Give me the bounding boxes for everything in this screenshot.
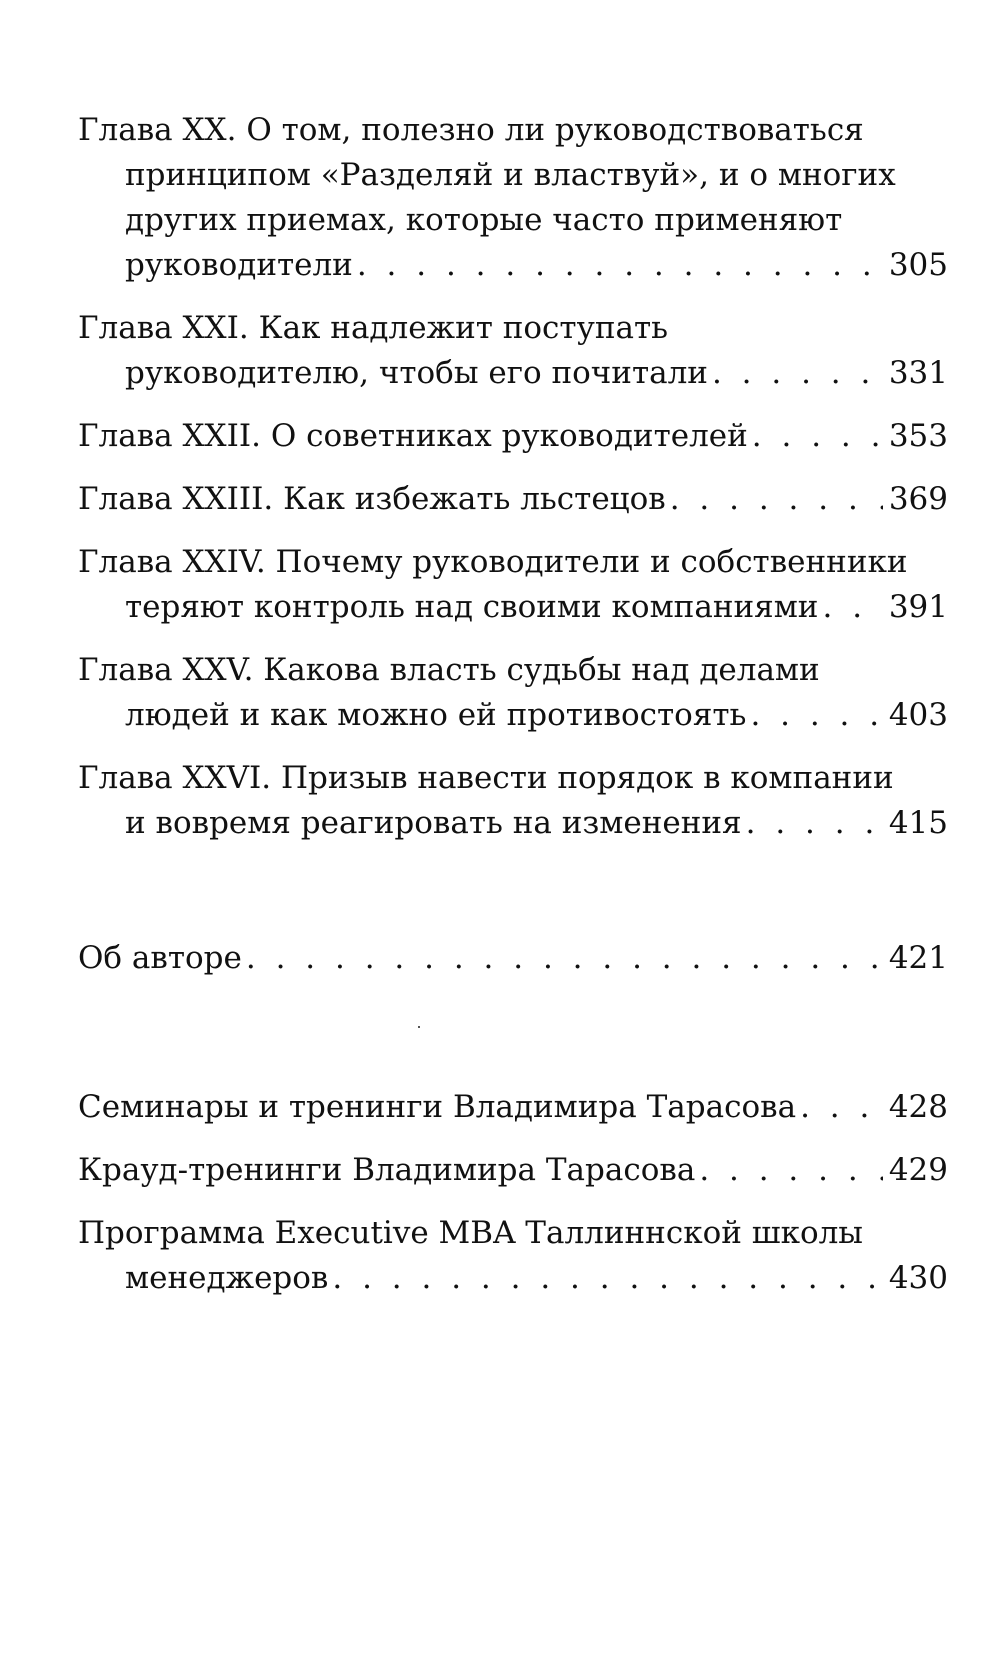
dot-leader bbox=[670, 477, 883, 522]
toc-entry-about-author bbox=[78, 936, 948, 981]
toc-entry-chapter-23 bbox=[78, 477, 948, 522]
toc-entry-last-line bbox=[78, 1148, 948, 1193]
toc-entry-title-line: принципом «Разделяй и властвуй», и о многих bbox=[125, 157, 896, 193]
toc-entry-seminars bbox=[78, 1085, 948, 1130]
dot-leader bbox=[746, 801, 883, 846]
toc-entry-last-line bbox=[78, 801, 948, 846]
dot-leader bbox=[752, 414, 883, 459]
toc-page-number: 403 bbox=[888, 697, 948, 733]
toc-entry-title-end: теряют контроль над своими компаниями bbox=[125, 589, 819, 625]
toc-entry-last-line bbox=[78, 414, 948, 459]
toc-entry-last-line bbox=[78, 585, 948, 630]
toc-entry-last-line bbox=[78, 1256, 948, 1301]
toc-entry-executive-mba bbox=[78, 1211, 948, 1301]
toc-entry-title-line: Глава XX. О том, полезно ли руководствоваться bbox=[78, 112, 864, 148]
toc-entry-chapter-25 bbox=[78, 648, 948, 738]
toc-entry-title-end: Об авторе bbox=[78, 940, 242, 976]
toc-page-number: 353 bbox=[888, 418, 948, 454]
toc-entry-title-line: Программа Executive MBA Таллиннской школы bbox=[78, 1215, 863, 1251]
toc-entry-title-end: менеджеров bbox=[125, 1260, 329, 1296]
toc-entry-title-end: Семинары и тренинги Владимира Тарасова bbox=[78, 1089, 797, 1125]
toc-entry-title-end: Глава XXIII. Как избежать льстецов bbox=[78, 481, 666, 517]
print-speck bbox=[418, 1026, 420, 1028]
toc-entry-last-line bbox=[78, 351, 948, 396]
dot-leader bbox=[712, 351, 883, 396]
toc-entry-last-line bbox=[78, 936, 948, 981]
toc-entry-chapter-21 bbox=[78, 306, 948, 396]
toc-entry-title-line: Глава XXV. Какова власть судьбы над делами bbox=[78, 652, 820, 688]
toc-entry-title-end: Глава XXII. О советниках руководителей bbox=[78, 418, 748, 454]
toc-page-number: 428 bbox=[888, 1089, 948, 1125]
dot-leader bbox=[332, 1256, 882, 1301]
toc-entry-last-line bbox=[78, 477, 948, 522]
toc-entry-title-end: Крауд-тренинги Владимира Тарасова bbox=[78, 1152, 696, 1188]
toc-entry-title-end: и вовремя реагировать на изменения bbox=[125, 805, 742, 841]
dot-leader bbox=[750, 693, 882, 738]
dot-leader bbox=[800, 1085, 883, 1130]
toc-entry-title-line: Глава XXVI. Призыв навести порядок в компании bbox=[78, 760, 894, 796]
toc-page-number: 429 bbox=[888, 1152, 948, 1188]
section-spacer bbox=[78, 864, 948, 936]
dot-leader bbox=[822, 585, 882, 630]
toc-entry-title-end: руководители bbox=[125, 247, 353, 283]
toc-entry-chapter-22 bbox=[78, 414, 948, 459]
toc-entry-title-end: людей и как можно ей противостоять bbox=[125, 697, 747, 733]
toc-entry-chapter-24 bbox=[78, 540, 948, 630]
dot-leader bbox=[357, 243, 883, 288]
toc-entry-title-line: Глава XXIV. Почему руководители и собственники bbox=[78, 544, 908, 580]
dot-leader bbox=[699, 1148, 883, 1193]
section-spacer bbox=[78, 999, 948, 1085]
table-of-contents bbox=[78, 108, 948, 1319]
toc-entry-crowd-trainings bbox=[78, 1148, 948, 1193]
toc-entry-chapter-20 bbox=[78, 108, 948, 288]
toc-page-number: 305 bbox=[888, 247, 948, 283]
toc-page-number: 421 bbox=[888, 940, 948, 976]
toc-entry-title-line: Глава XXI. Как надлежит поступать bbox=[78, 310, 668, 346]
toc-page-number: 331 bbox=[888, 355, 948, 391]
toc-entry-chapter-26 bbox=[78, 756, 948, 846]
toc-entry-title-line: других приемах, которые часто применяют bbox=[125, 202, 843, 238]
toc-page-number: 415 bbox=[888, 805, 948, 841]
toc-entry-last-line bbox=[78, 693, 948, 738]
toc-entry-last-line bbox=[78, 243, 948, 288]
dot-leader bbox=[246, 936, 883, 981]
toc-entry-title-end: руководителю, чтобы его почитали bbox=[125, 355, 708, 391]
toc-entry-last-line bbox=[78, 1085, 948, 1130]
toc-page-number: 369 bbox=[888, 481, 948, 517]
toc-page-number: 430 bbox=[888, 1260, 948, 1296]
toc-page-number: 391 bbox=[888, 589, 948, 625]
